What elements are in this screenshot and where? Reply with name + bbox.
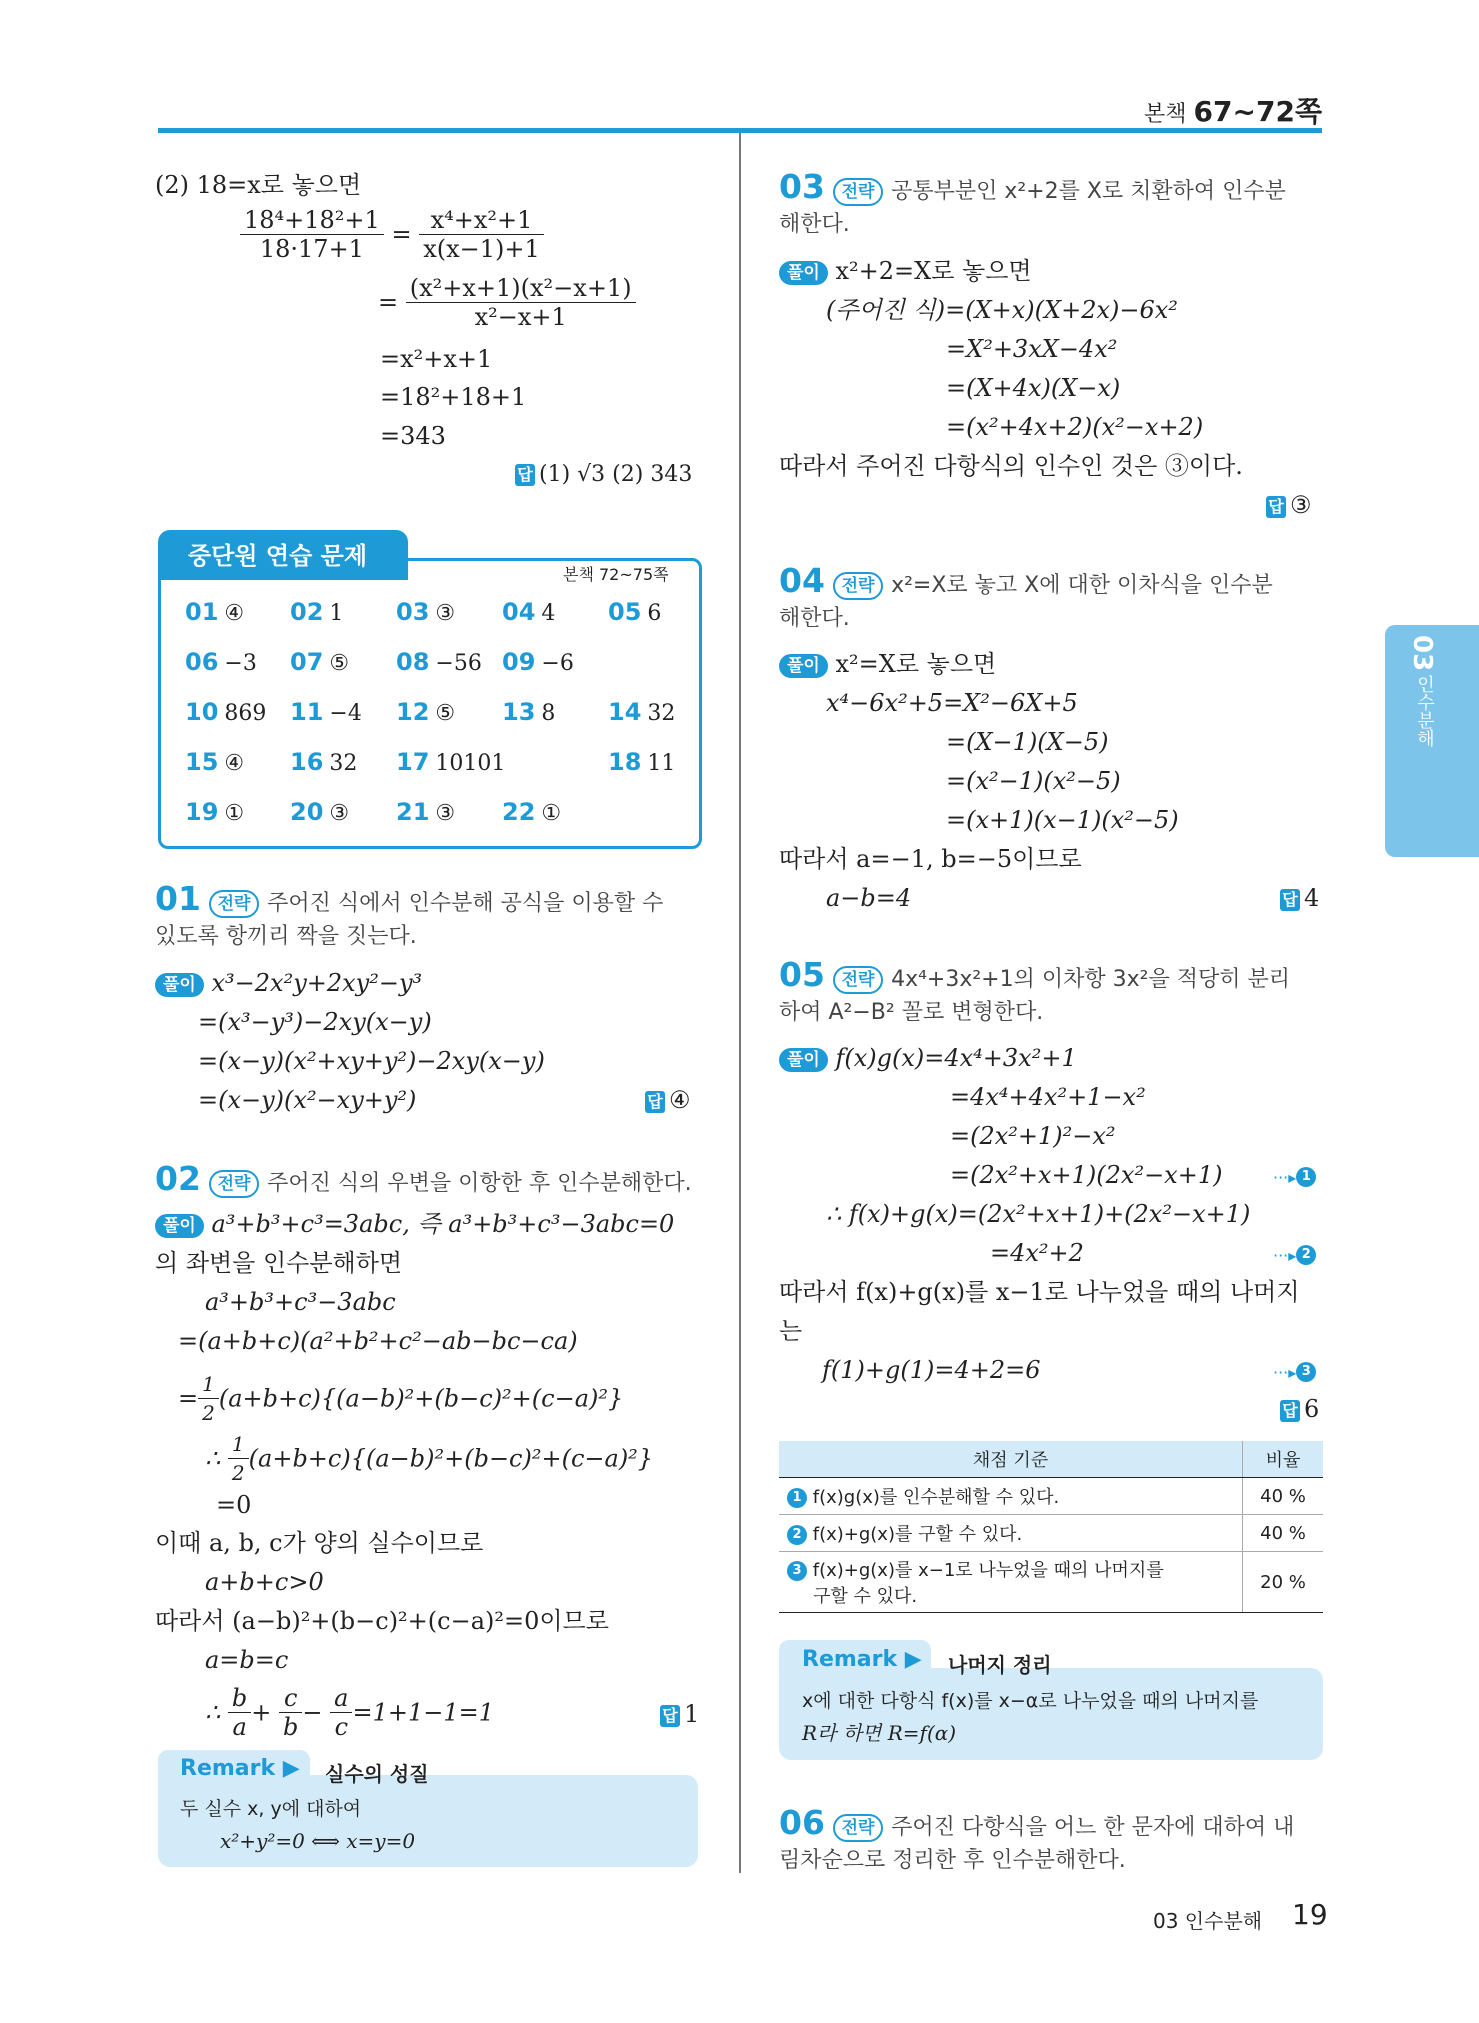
q02-sol-8: 이때 a, b, c가 양의 실수이므로 [155, 1529, 484, 1557]
side-tab-number: 03 [1407, 635, 1437, 672]
p2-eq5: =343 [380, 422, 446, 450]
q05-sol-4: =(2x²+x+1)(2x²−x+1) [950, 1161, 1223, 1189]
remark-line-2: R라 하면 R=f(α) [802, 1721, 957, 1745]
list-item: 03 ③ [396, 598, 456, 626]
q02-sol-9: a+b+c>0 [205, 1568, 324, 1596]
table-row: 3 f(x)+g(x)를 x−1로 나누었을 때의 나머지를 구할 수 있다. 20 % [779, 1552, 1323, 1613]
page-header [1144, 90, 1322, 130]
remark-tag: Remark ▶ [802, 1647, 922, 1672]
q02-sol-12: ∴ $\frac{b}{a}$ + $\frac{c}{b}$ − $\frac{a}{c}$ =1+1−1=1 [205, 1684, 494, 1741]
list-item: 22 ① [502, 798, 562, 826]
q02-sol-4: =(a+b+c)(a²+b²+c²−ab−bc−ca) [178, 1327, 578, 1355]
score-header-criteria: 채점 기준 [779, 1441, 1243, 1478]
remark-line-2: x²+y²=0 ⟺ x=y=0 [220, 1829, 416, 1853]
q06-strategy-cont: 림차순으로 정리한 후 인수분해한다. [779, 1848, 1126, 1873]
q03-sol-3: =X²+3xX−4x² [946, 335, 1118, 363]
side-tab-label: 인수분해 [1414, 675, 1435, 747]
p2-eq2: = $\frac{\text{(x²+x+1)(x²−x+1)}}{\text{x²−x+1}}$ [378, 274, 636, 338]
q05-sol-6: =4x²+2 [990, 1239, 1084, 1267]
p2-eq1: $\frac{\text{18⁴+18²+1}}{18\cdot 17+1}$ = $\frac{\text{x⁴+x²+1}}{x(x-1)+1}$ [240, 206, 544, 270]
list-item: 19 ① [185, 798, 245, 826]
q05-step-1: ···▸ 1 [1273, 1160, 1316, 1193]
q06-strategy: 06 전략 주어진 다항식을 어느 한 문자에 대하여 내 [779, 1803, 1295, 1842]
list-item: 02 1 [290, 598, 344, 626]
q04-answer: 답 4 [1280, 883, 1319, 913]
footer-chapter: 03 인수분해 [1153, 1909, 1263, 1933]
header-prefix: 본책 [1144, 102, 1187, 127]
list-item: 04 4 [502, 598, 556, 626]
strategy-badge: 전략 [209, 890, 260, 918]
q03-sol-1: 풀이 x²+2=X로 놓으면 [779, 256, 1032, 286]
q01-strategy: 01 전략 주어진 식에서 인수분해 공식을 이용할 수 [155, 879, 664, 918]
q02-sol-6: ∴ $\frac{1}{2}$ (a+b+c){(a−b)²+(b−c)²+(c−a)²} [205, 1432, 654, 1485]
q05-answer: 답 6 [1280, 1394, 1319, 1424]
q05-sol-7: 따라서 f(x)+g(x)를 x−1로 나누었을 때의 나머지 [779, 1278, 1300, 1306]
q04-strategy-cont: 해한다. [779, 606, 850, 631]
list-item: 12 ⑤ [396, 698, 456, 726]
q01-sol-1: 풀이 x³−2x²y+2xy²−y³ [155, 968, 422, 998]
q02-sol-1: 풀이 a³+b³+c³=3abc, 즉 a³+b³+c³−3abc=0 [155, 1209, 674, 1239]
q03-answer: 답 ③ [1266, 490, 1312, 520]
list-item: 10 869 [185, 698, 267, 726]
q02-strategy: 02 전략 주어진 식의 우변을 이항한 후 인수분해한다. [155, 1159, 692, 1198]
q05-sol-9: f(1)+g(1)=4+2=6 [822, 1356, 1041, 1384]
remark-title: 나머지 정리 [948, 1653, 1052, 1677]
list-item: 15 ④ [185, 748, 245, 776]
table-row: 1 f(x)g(x)를 인수분해할 수 있다. 40 % [779, 1478, 1323, 1515]
practice-box-title: 중단원 연습 문제 [158, 530, 408, 580]
remark-line-1: 두 실수 x, y에 대하여 [180, 1798, 362, 1820]
q01-sol-2: =(x³−y³)−2xy(x−y) [198, 1008, 432, 1036]
q02-sol-3: a³+b³+c³−3abc [205, 1288, 396, 1316]
list-item: 13 8 [502, 698, 556, 726]
list-item: 16 32 [290, 748, 358, 776]
q02-answer: 답 1 [660, 1699, 699, 1729]
list-item: 14 32 [608, 698, 676, 726]
q05-strategy: 05 전략 4x⁴+3x²+1의 이차항 3x²을 적당히 분리 [779, 955, 1290, 994]
q03-sol-2: (주어진 식)=(X+x)(X+2x)−6x² [826, 296, 1178, 324]
q05-sol-3: =(2x²+1)²−x² [950, 1122, 1116, 1150]
p2-eq3: =x²+x+1 [380, 345, 493, 373]
p2-answer: 답 (1) √3 (2) 343 [515, 460, 692, 490]
scoring-table [779, 1441, 1323, 1613]
list-item: 07 ⑤ [290, 648, 350, 676]
q05-strategy-cont: 하여 A²−B² 꼴로 변형한다. [779, 1000, 1044, 1025]
q02-sol-5: = $\frac{1}{2}$ (a+b+c){(a−b)²+(b−c)²+(c−a)²} [178, 1372, 624, 1425]
q05-sol-5: ∴ f(x)+g(x)=(2x²+x+1)+(2x²−x+1) [826, 1200, 1251, 1228]
list-item: 01 ④ [185, 598, 245, 626]
list-item: 20 ③ [290, 798, 350, 826]
q01-strategy-cont: 있도록 항끼리 짝을 짓는다. [155, 924, 417, 949]
solution-badge: 풀이 [155, 973, 204, 997]
q04-sol-7: a−b=4 [826, 884, 912, 912]
q05-sol-8: 는 [779, 1317, 803, 1345]
q04-sol-1: 풀이 x²=X로 놓으면 [779, 649, 996, 679]
list-item: 09 −6 [502, 648, 574, 676]
q02-sol-11: a=b=c [205, 1646, 289, 1674]
column-divider [739, 133, 741, 1873]
q03-strategy: 03 전략 공통부분인 x²+2를 X로 치환하여 인수분 [779, 167, 1286, 206]
q04-sol-4: =(x²−1)(x²−5) [946, 767, 1121, 795]
list-item: 21 ③ [396, 798, 456, 826]
chapter-side-tab [1385, 625, 1479, 857]
q04-sol-6: 따라서 a=−1, b=−5이므로 [779, 845, 1082, 873]
q01-sol-3: =(x−y)(x²+xy+y²)−2xy(x−y) [198, 1047, 545, 1075]
q03-sol-4: =(X+4x)(X−x) [946, 374, 1121, 402]
list-item: 06 −3 [185, 648, 257, 676]
table-row: 2 f(x)+g(x)를 구할 수 있다. 40 % [779, 1515, 1323, 1552]
q04-strategy: 04 전략 x²=X로 놓고 X에 대한 이차식을 인수분 [779, 561, 1273, 600]
footer-page-number: 19 [1292, 1898, 1328, 1931]
answer-icon: 답 [515, 464, 535, 486]
q03-conclusion: 따라서 주어진 다항식의 인수인 것은 ③이다. [779, 452, 1243, 480]
list-item: 17 10101 [396, 748, 506, 776]
q05-step-2: ···▸ 2 [1273, 1238, 1316, 1271]
q02-sol-2: 의 좌변을 인수분해하면 [155, 1249, 403, 1277]
p2-intro: (2) 18=x로 놓으면 [155, 171, 362, 199]
q01-answer: 답 ④ [645, 1085, 691, 1115]
q05-sol-2: =4x⁴+4x²+1−x² [950, 1083, 1146, 1111]
list-item: 11 −4 [290, 698, 362, 726]
q04-sol-5: =(x+1)(x−1)(x²−5) [946, 806, 1179, 834]
q04-sol-3: =(X−1)(X−5) [946, 728, 1109, 756]
q03-sol-5: =(x²+4x+2)(x²−x+2) [946, 413, 1204, 441]
q01-sol-4: =(x−y)(x²−xy+y²) [198, 1086, 417, 1114]
remark-title: 실수의 성질 [325, 1762, 429, 1786]
q04-sol-2: x⁴−6x²+5=X²−6X+5 [826, 689, 1078, 717]
p2-eq4: =18²+18+1 [380, 383, 527, 411]
q05-sol-1: 풀이 f(x)g(x)=4x⁴+3x²+1 [779, 1043, 1077, 1073]
q03-strategy-cont: 해한다. [779, 212, 850, 237]
list-item: 05 6 [608, 598, 662, 626]
q02-sol-7: =0 [216, 1491, 252, 1519]
header-range: 67~72쪽 [1193, 95, 1322, 128]
practice-box-ref: 본책 72~75쪽 [563, 565, 669, 584]
list-item: 18 11 [608, 748, 676, 776]
list-item: 08 −56 [396, 648, 482, 676]
q05-step-3: ···▸ 3 [1273, 1355, 1316, 1388]
remark-tag: Remark ▶ [180, 1756, 300, 1781]
q02-sol-10: 따라서 (a−b)²+(b−c)²+(c−a)²=0이므로 [155, 1607, 609, 1635]
remark-line-1: x에 대한 다항식 f(x)를 x−α로 나누었을 때의 나머지를 [802, 1690, 1259, 1712]
score-header-ratio: 비율 [1243, 1441, 1324, 1478]
